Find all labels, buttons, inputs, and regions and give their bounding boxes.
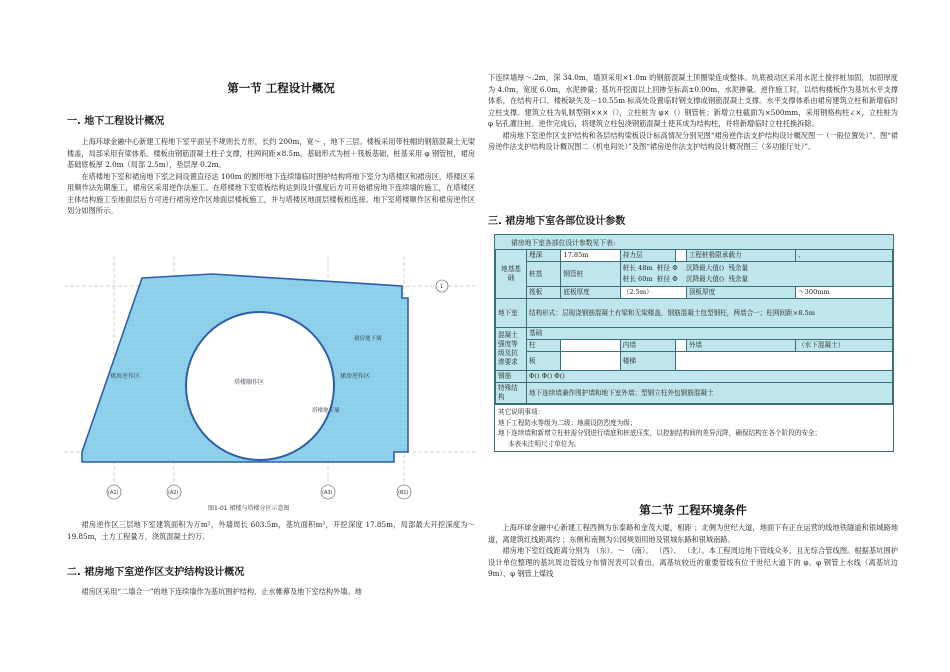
cell-special-value: 地下连续墙兼作围护墙和地下室外墙；型钢立柱外包钢筋混凝土 [527,383,893,404]
environment-paragraphs [488,522,898,580]
cell: 底板厚度 [561,287,620,299]
cell: 板 [527,352,561,371]
label-center-zone: 塔楼顺作区 [234,379,265,386]
cell: 钢管桩 [561,262,620,287]
heading-design-params: 三. 裙房地下室各部位设计参数 [488,216,626,227]
cell: 工程桩极限承载力 [686,250,795,262]
cell-steel-value: Φ() Φ() Φ() [527,371,893,383]
cell-steel-label: 钢筋 [496,371,527,383]
cell: （水下混凝土） [796,340,893,352]
cell: 楼梯 [620,352,675,371]
cell: （2.5m） [620,287,686,299]
text-p2: 在塔楼地下室和裙房地下室之间设置直径达 100m 的圆形地下连续墙临时围护结构将地下室分为塔楼区和裙房区，塔楼区采用顺作法先期施工，裙房区采用逆作法施工。在塔楼地下室底板结构达到设计强度后方可开始裙房地下连续墙的施工，在塔楼区主体结构施工至地面层后方可进行裙房逆作区地面层楼板施工，并与塔楼区地面层楼板相连接。地下室塔楼顺作区和裙房逆作区划分如图所示。 [67,171,475,215]
svg-text:(A2): (A2) [168,490,179,496]
cell: 筏板 [527,287,561,299]
cell: 内墙 [620,340,675,352]
table-notes [495,404,893,451]
zoning-plan-drawing [64,256,476,514]
paragraph-1 [67,136,475,217]
paragraph-support [67,586,475,598]
cell: ～300mm [796,287,893,299]
svg-text:(A1): (A1) [108,490,119,496]
label-left-zone: 裙房逆作区 [110,373,141,380]
text-r-p2: 裙房地下室逆作区支护结构和各层结构梁板设计标高情况分别见图“裙房逆作法支护结构设计概况图一（一般位置处）”、图“裙房逆作法支护结构设计概况图二（机电间处）”及图“裙房逆作法支护结构设计概况图三（多功能厅处）”。 [488,130,898,151]
heading-support-structure: 二. 裙房地下室逆作区支护结构设计概况 [67,567,245,578]
note-line: 本表未注明尺寸单位为。 [508,439,581,448]
cell: 顶板厚度 [686,287,795,299]
params-table-wrap [494,234,894,452]
cell: 、 [796,250,893,262]
cell-grade-label: 混凝土强度等级及抗渗要求 [496,328,527,371]
text-p3: 裙房逆作区三层地下室建筑面积为万m²，外墙周长 603.5m，基坑面积m²，开挖深度 17.85m，局部最大开挖深度为～19.85m，土方工程量万，浇筑混凝土约万。 [67,520,475,541]
table-caption: 裙房地下室各部位设计参数见下表: [511,239,616,247]
section2-title: 第二节 工程环境条件 [639,503,747,517]
note-line: 其它说明事项： [498,408,545,416]
cell [561,340,620,352]
text-r-p1: 下连续墙厚～.2m，深 34.0m，墙顶采用×1.0m 的钢筋混凝土顶圈梁连成整体。坑底被动区采用水泥土搅拌桩加固，加固厚度为 4.0m，宽度 6.0m，水泥掺量；基坑开挖面以上回掺至标高±0.00m，水泥掺量。逆作施工时，以结构楼板作为基坑水平支撑体系，在结构开口、楼板缺失及－10.55m 标高处设置临时钢支撑或钢筋混凝土支撑。水平支撑体系由裙房建筑立柱和新增临时立柱支撑。建筑立柱为轧制型钢×××（），立柱桩为 φ×（）钢管桩；新增立柱截面为×500mm，采用钢格构柱∠×，立柱桩为 φ 钻孔灌注桩。逆作完成后，将建筑立柱包浇钢筋混凝土使其成为结构柱，并将新增临时立柱托换拆除。 [488,73,898,128]
cell-special-label: 特殊结构 [496,383,527,404]
paragraph-area [67,519,475,542]
right-paragraphs [488,72,898,153]
svg-text:(A3): (A3) [322,490,333,496]
zoning-figure [64,256,476,514]
cell: 17.85m [561,250,620,262]
cell: 持力层 [620,250,675,262]
tower-zone-circle [186,312,334,460]
cell [675,352,892,371]
cell: 桩基 [527,262,561,287]
cell-foundation-label: 地基基础 [496,250,527,299]
cell-structure: 结构形式：层现浇钢筋混凝土有梁和无梁楼盖，钢筋混凝土包型钢柱，两墙合一；柱网间距×8.5m [527,299,893,328]
text-r-p3: 上海环球金融中心新建工程西侧为东泰路和金茂大厦，相距 ；北侧为世纪大道，地面下有正在运营的线地铁隧道和银城路地道，离建筑红线距离约 ；东侧和南侧为公园规划用地及银城东路和银城南路。 [488,523,898,544]
heading-underground-overview: 一. 地下工程设计概况 [67,116,165,127]
cell: 基础 [527,328,893,340]
text-p4: 裙房区采用“二墙合一”的地下连续墙作为基坑围护结构、止水帷幕及地下室结构外墙。地 [81,587,362,596]
cell: 埋深 [527,250,561,262]
pile-details: 桩长 48m 桩径 Φ 沉降最大值() 残余量 桩长 60m 桩径 Φ 沉降最大值() 残余量 [620,262,892,287]
note-line: 地下连续墙和新增立柱桩需分别进行墙底和桩底压浆，以控制结构间的差异沉降，确保结构在各个阶段的安全； [498,429,822,437]
params-table [495,249,893,404]
cell [675,340,686,352]
cell-basement-label: 地下室 [496,299,527,328]
label-right-zone: 裙房逆作区 [340,373,371,380]
text-r-p4: 裙房地下室红线距离分别为 （东）、～ （南）、 （西）、 （北）。本工程周边地下管线众多，且无综合管线图。根据基坑围护设计单位整理的基坑周边管线分布情况表可以看出，离基坑较近的重要管线有位于世纪大道下的 φ、φ 钢管上水线（离基坑边 9m）、φ 钢管上煤线 [488,546,898,578]
note-line: 地下工程防水等级为二级；地震设防烈度为级； [498,418,637,427]
section-title: 第一节 工程设计概况 [227,81,335,95]
label-podium-wall: 裙房地下墙 [354,336,382,342]
cell [561,352,620,371]
text-p1: 上海环球金融中心新建工程地下室平面呈不规则长方形，长约 200m，宽～ ，地下三层。楼板采用带柱帽的钢筋混凝土无梁楼盖，局部采用有梁体系。楼板由钢筋混凝土柱子支撑，柱网间距×8.5m。基础形式为桩＋筏板基础，桩基采用 φ 钢管桩，裙房基础底板厚 2.0m（局部 2.5m），垫层厚 0.2m。 [67,137,475,169]
label-tower-wall: 塔楼地下墙 [312,408,340,414]
cell: 柱 [527,340,561,352]
figure-caption: 图1-01 裙楼与塔楼分区示意图 [208,505,290,512]
cell: 外墙 [686,340,795,352]
cell [675,250,686,262]
svg-text:1: 1 [440,284,444,290]
svg-text:(B1): (B1) [398,490,409,496]
